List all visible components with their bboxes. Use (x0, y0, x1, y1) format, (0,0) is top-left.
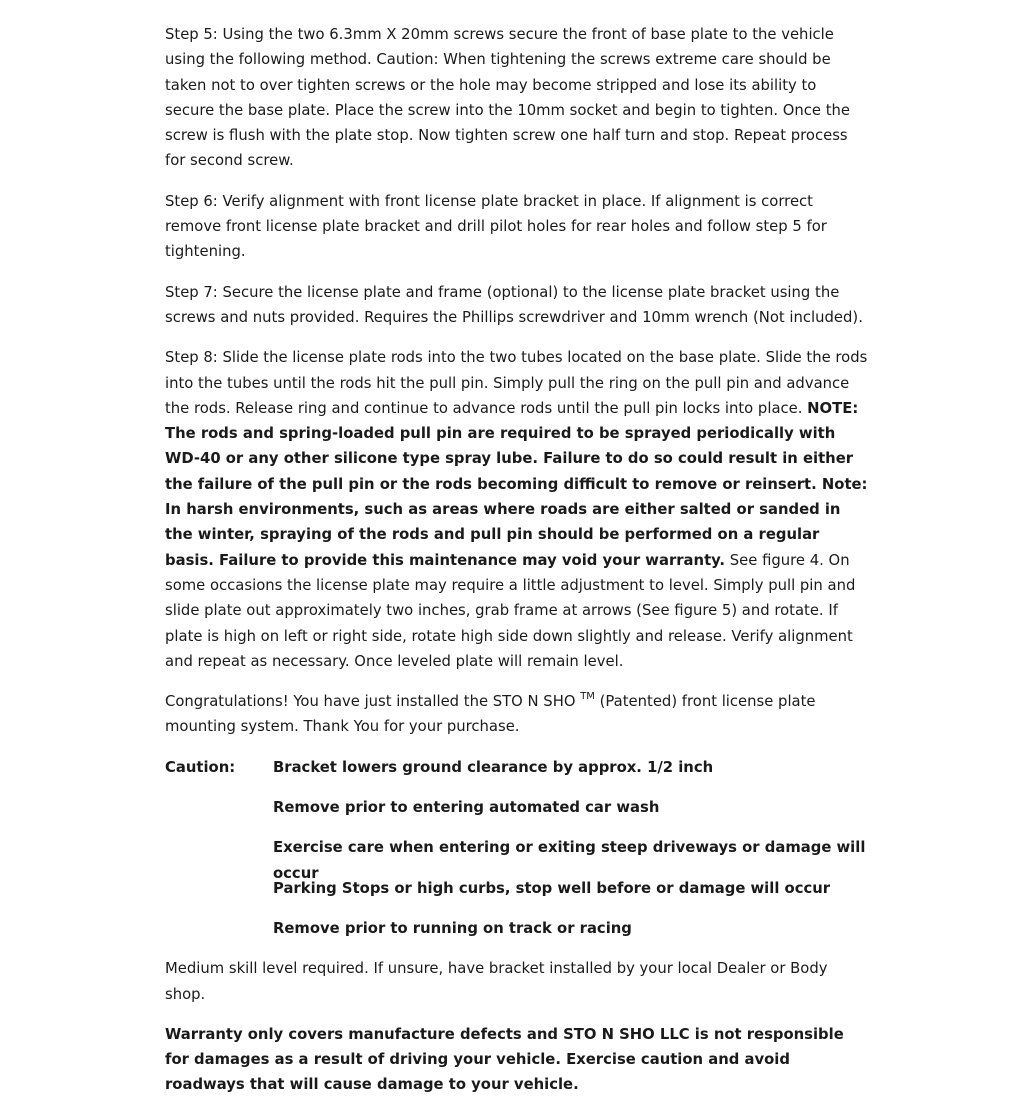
step-8-intro: Step 8: Slide the license plate rods into the two tubes located on the base plate. Slide the rods into the tubes until the rods hit the pull pin. Simply pull the ring on the pull pin and advance the rods. Release ring and continue to advance rods until the pull pin locks into place. (165, 349, 868, 417)
warranty-paragraph: Warranty only covers manufacture defects and STO N SHO LLC is not responsible for damages as a result of driving your vehicle. Exercise caution and avoid roadways that will cause damage to your vehicle. (165, 1025, 844, 1094)
caution-item-text: Parking Stops or high curbs, stop well before or damage will occur (273, 879, 831, 897)
step-7-paragraph: Step 7: Secure the license plate and frame (optional) to the license plate bracket using the screws and nuts provided. Requires the Phillips screwdriver and 10mm wrench (Not included). (165, 283, 863, 326)
caution-item-text: Exercise care when entering or exiting steep driveways or damage will occur (273, 839, 866, 882)
step-8-paragraph (165, 345, 870, 674)
caution-item (165, 795, 870, 820)
caution-item-text: Bracket lowers ground clearance by approx. 1/2 inch (273, 758, 714, 776)
trademark-symbol: TM (580, 691, 595, 703)
document-page (165, 22, 870, 1098)
caution-item (165, 755, 870, 780)
caution-list (165, 755, 870, 941)
skill-level-paragraph: Medium skill level required. If unsure, have bracket installed by your local Dealer or Body shop. (165, 960, 828, 1003)
caution-item (165, 835, 870, 882)
caution-item (165, 876, 870, 901)
caution-item (165, 916, 870, 941)
step-5-paragraph: Step 5: Using the two 6.3mm X 20mm screws secure the front of base plate to the vehicle using the following method. Caution: When tightening the screws extreme care should be taken not to over tighten screws or the hole may become stripped and lose its ability to secure the base plate. Place the screw into the 10mm socket and begin to tighten. Once the screw is flush with the plate stop. Now tighten screw one half turn and stop. Repeat process for second screw. (165, 26, 851, 170)
caution-item-text: Remove prior to entering automated car wash (273, 799, 660, 817)
caution-item-text: Remove prior to running on track or racing (273, 919, 632, 937)
step-8-leveling: See figure 4. On some occasions the license plate may require a little adjustment to level. Simply pull pin and slide plate out approximately two inches, grab frame at arrows (See figure 5) and rotate. If plate is high on left or right side, rotate high side down slightly and release. Verify alignment and repeat as necessary. Once leveled plate will remain level. (165, 551, 856, 670)
congrats-before: Congratulations! You have just installed the STO N SHO (165, 693, 581, 711)
congratulations-paragraph (165, 689, 870, 740)
step-8-maintenance-note: NOTE: The rods and spring-loaded pull pin are required to be sprayed periodically with WD-40 or any other silicone type spray lube. Failure to do so could result in either the failure of the pull pin or the rods becoming difficult to remove or reinsert. Note: In harsh environments, such as areas where roads are either salted or sanded in the winter, spraying of the rods and pull pin should be performed on a regular basis. Failure to provide this maintenance may void your warranty. (165, 399, 868, 569)
step-6-paragraph: Step 6: Verify alignment with front license plate bracket in place. If alignment is correct remove front license plate bracket and drill pilot holes for rear holes and follow step 5 for tightening. (165, 192, 827, 261)
congrats-after: (Patented) front license plate mounting system. Thank You for your purchase. (165, 693, 816, 736)
caution-label: Caution: (165, 758, 236, 776)
